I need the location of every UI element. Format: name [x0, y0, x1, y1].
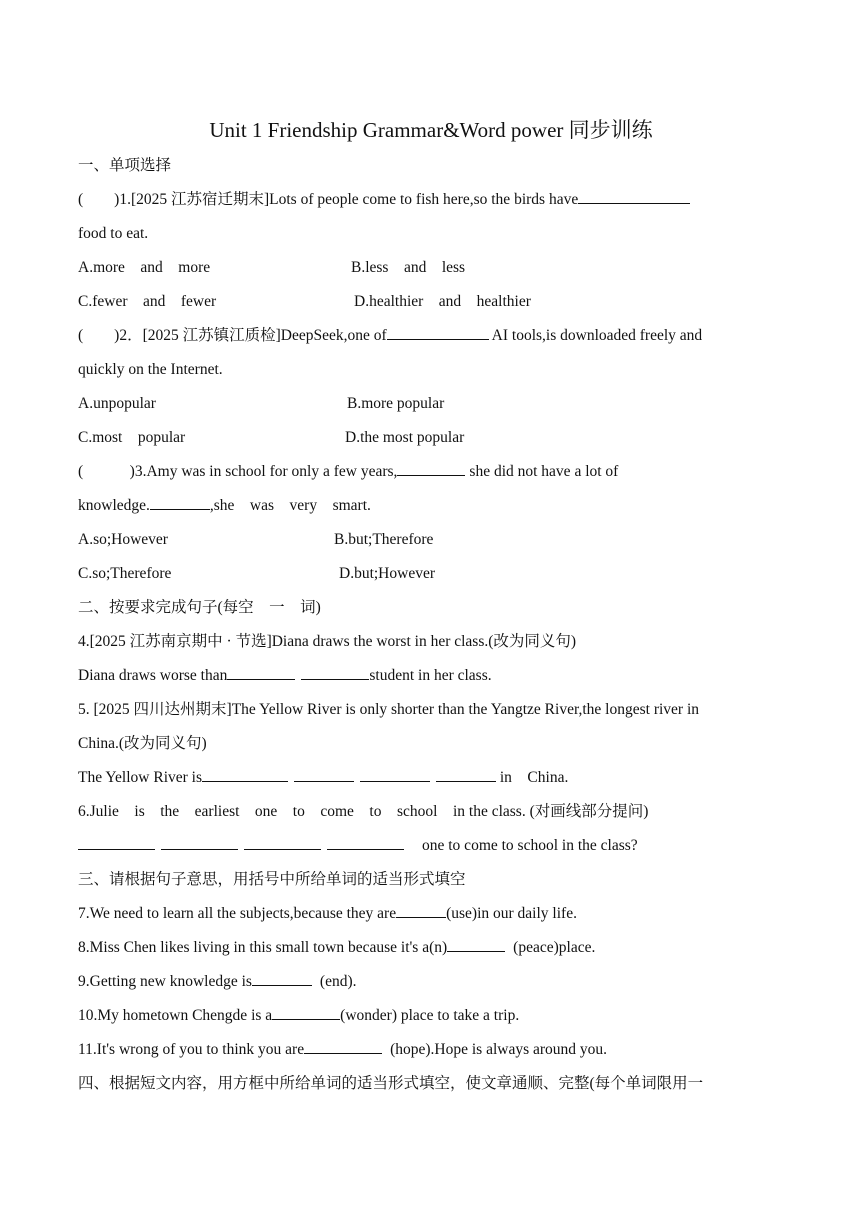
section-heading-1: 一、单项选择 [78, 157, 172, 174]
question-5-line-2: China.(改为同义句) [78, 735, 207, 752]
q8-blank[interactable] [447, 936, 505, 952]
q3-option-a: A.so;However [78, 531, 168, 548]
question-10: 10.My hometown Chengde is a (wonder) place to take a trip. [78, 999, 784, 1033]
q5-blank-1[interactable] [202, 766, 288, 782]
q1-option-a: A.more and more [78, 259, 211, 276]
q9-blank[interactable] [252, 970, 312, 986]
q11-blank[interactable] [304, 1038, 382, 1054]
q1-option-b: B.less and less [351, 259, 466, 276]
question-3-options-cd [78, 557, 784, 591]
question-1-options-ab [78, 251, 784, 285]
q3-blank-1[interactable] [397, 460, 465, 476]
section-heading-2: 二、按要求完成句子(每空 一 词) [78, 599, 321, 616]
question-4-line-2: Diana draws worse than student in her class. [78, 659, 784, 693]
q4-blank-1[interactable] [227, 664, 295, 680]
question-3-line-1: ( )3.Amy was in school for only a few years, she did not have a lot of [78, 455, 784, 489]
question-1-line-2: food to eat. [78, 225, 149, 242]
q3-option-d: D.but;However [339, 565, 435, 582]
question-2-options-cd [78, 421, 784, 455]
q1-option-d: D.healthier and healthier [354, 293, 531, 310]
q3-option-c: C.so;Therefore [78, 565, 172, 582]
question-3-line-2: knowledge. ,she was very smart. [78, 489, 784, 523]
question-1-line-1: ( )1.[2025 江苏宿迁期末]Lots of people come to fish here,so the birds have [78, 183, 784, 217]
q2-option-d: D.the most popular [345, 429, 465, 446]
q2-blank[interactable] [387, 324, 489, 340]
q1-option-c: C.fewer and fewer [78, 293, 217, 310]
question-2-line-2: quickly on the Internet. [78, 361, 223, 378]
q5-blank-2[interactable] [294, 766, 354, 782]
question-4-line-1: 4.[2025 江苏南京期中 · 节选]Diana draws the worst in her class.(改为同义句) [78, 633, 577, 650]
question-2-line-1: ( )2．[2025 江苏镇江质检]DeepSeek,one of AI tools,is downloaded freely and [78, 319, 784, 353]
q4-blank-2[interactable] [301, 664, 369, 680]
q3-blank-2[interactable] [150, 494, 210, 510]
q3-option-b: B.but;Therefore [334, 531, 434, 548]
q5-blank-3[interactable] [360, 766, 430, 782]
q6-blank-4[interactable] [327, 834, 404, 850]
q7-blank[interactable] [396, 902, 446, 918]
q5-blank-4[interactable] [436, 766, 496, 782]
section-heading-3: 三、请根据句子意思，用括号中所给单词的适当形式填空 [78, 871, 466, 888]
q6-blank-2[interactable] [161, 834, 238, 850]
q1-blank[interactable] [578, 188, 690, 204]
question-8: 8.Miss Chen likes living in this small town because it's a(n) (peace)place. [78, 931, 784, 965]
question-5-line-1: 5. [2025 四川达州期末]The Yellow River is only shorter than the Yangtze River,the longest river in [78, 701, 700, 718]
q6-blank-3[interactable] [244, 834, 321, 850]
page-title: Unit 1 Friendship Grammar&Word power 同步训练 [209, 118, 653, 142]
question-9: 9.Getting new knowledge is (end). [78, 965, 784, 999]
q2-option-a: A.unpopular [78, 395, 156, 412]
question-2-options-ab [78, 387, 784, 421]
q10-blank[interactable] [272, 1004, 340, 1020]
question-6-line-2: one to come to school in the class? [78, 829, 784, 863]
q2-option-c: C.most popular [78, 429, 186, 446]
question-7: 7.We need to learn all the subjects,because they are (use)in our daily life. [78, 897, 784, 931]
q2-option-b: B.more popular [347, 395, 445, 412]
question-1-options-cd [78, 285, 784, 319]
question-3-options-ab [78, 523, 784, 557]
question-6-line-1: 6.Julie is the earliest one to come to school in the class. (对画线部分提问) [78, 803, 649, 820]
q6-blank-1[interactable] [78, 834, 155, 850]
question-5-line-3: The Yellow River is in China. [78, 761, 784, 795]
section-heading-4: 四、根据短文内容，用方框中所给单词的适当形式填空，使文章通顺、完整(每个单词限用一 [78, 1075, 704, 1092]
question-11: 11.It's wrong of you to think you are (hope).Hope is always around you. [78, 1033, 784, 1067]
